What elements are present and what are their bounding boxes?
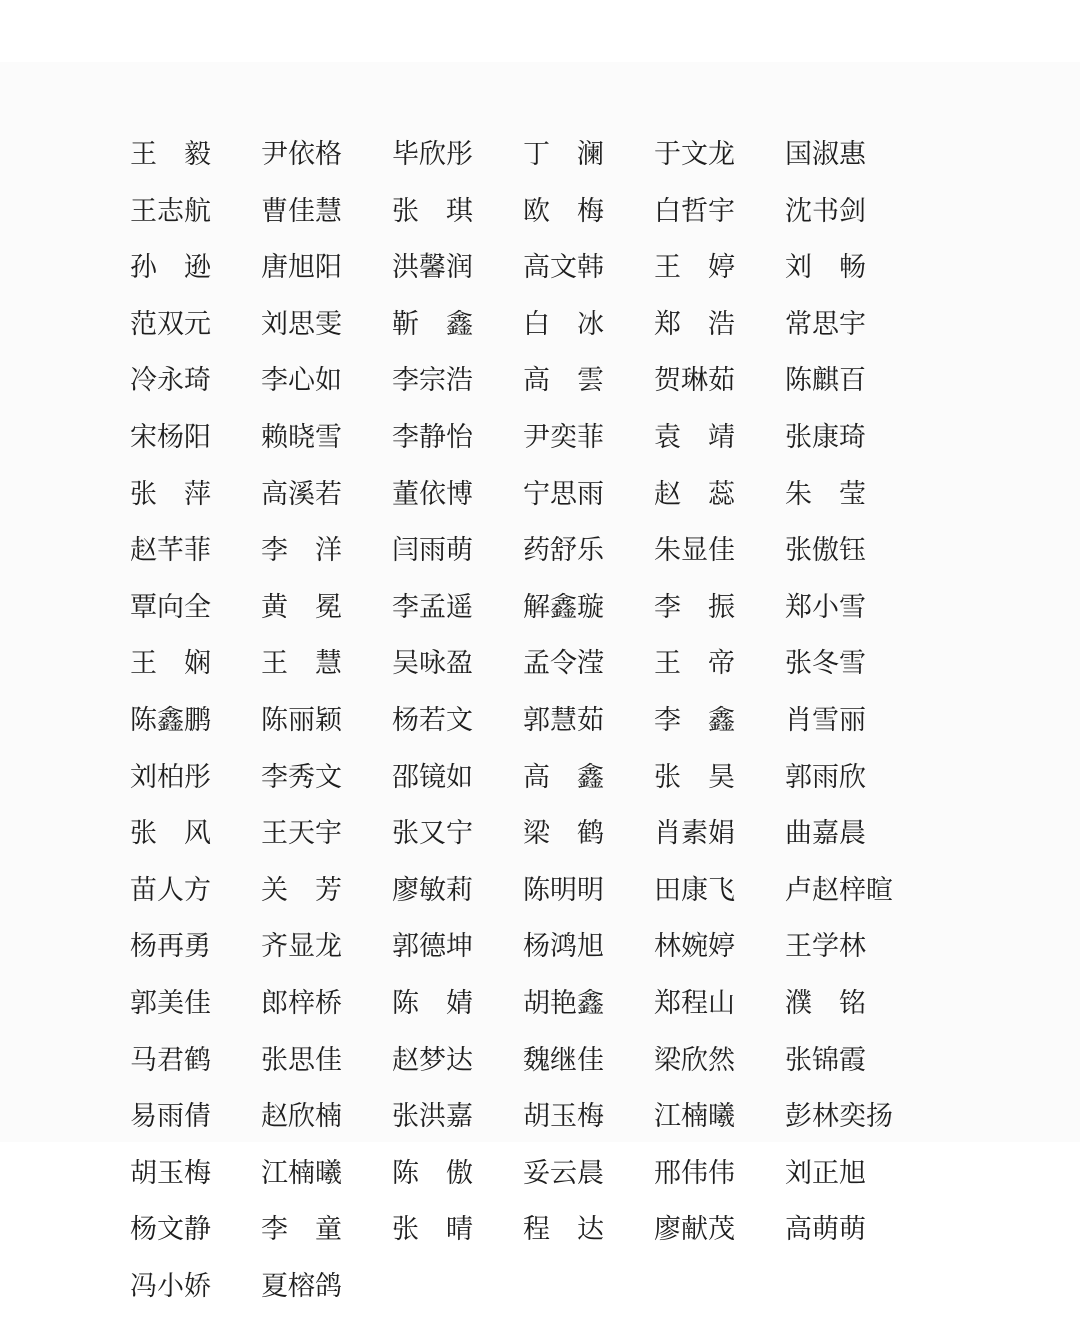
- name-entry: 李 鑫: [654, 704, 735, 736]
- name-row: [130, 1097, 950, 1154]
- name-entry: 张锦霞: [785, 1044, 866, 1076]
- name-entry: 赖晓雪: [261, 421, 342, 453]
- name-row: [130, 814, 950, 871]
- name-row: [130, 192, 950, 249]
- name-entry: 赵梦达: [392, 1044, 473, 1076]
- name-entry: 张 琪: [392, 195, 473, 227]
- name-entry: 毕欣彤: [392, 139, 473, 170]
- name-entry: 魏继佳: [523, 1044, 604, 1076]
- name-entry: 高 鑫: [523, 761, 604, 793]
- name-row: [130, 361, 950, 418]
- name-entry: 卢赵梓暄: [785, 874, 893, 906]
- name-entry: 白哲宇: [654, 195, 735, 227]
- name-entry: 夏榕鸽: [261, 1270, 342, 1302]
- name-entry: 刘思雯: [261, 308, 342, 340]
- name-row: [130, 135, 950, 192]
- name-entry: 陈鑫鹏: [130, 704, 211, 736]
- name-entry: 郭雨欣: [785, 761, 866, 793]
- name-row: [130, 1267, 950, 1323]
- name-entry: 妥云晨: [523, 1157, 604, 1189]
- name-entry: 刘正旭: [785, 1157, 866, 1189]
- name-entry: 郑小雪: [785, 591, 866, 623]
- name-entry: 李 振: [654, 591, 735, 623]
- name-entry: 洪馨润: [392, 252, 473, 284]
- name-entry: 孙 逊: [130, 252, 211, 284]
- name-entry: 陈 婧: [392, 987, 473, 1019]
- name-entry: 范双元: [130, 308, 211, 340]
- name-row: [130, 1210, 950, 1267]
- name-entry: 刘柏彤: [130, 761, 211, 793]
- name-entry: 陈丽颖: [261, 704, 342, 736]
- name-entry: 陈麒百: [785, 365, 866, 397]
- name-entry: 闫雨萌: [392, 535, 473, 567]
- name-entry: 张洪嘉: [392, 1101, 473, 1133]
- name-entry: 国淑惠: [785, 139, 866, 170]
- name-entry: 张冬雪: [785, 648, 866, 680]
- name-entry: 陈 傲: [392, 1157, 473, 1189]
- name-entry: 李宗浩: [392, 365, 473, 397]
- name-entry: 林婉婷: [654, 931, 735, 963]
- name-row: [130, 1041, 950, 1098]
- name-entry: 冷永琦: [130, 365, 211, 397]
- name-entry: 杨再勇: [130, 931, 211, 963]
- name-entry: 尹奕菲: [523, 421, 604, 453]
- name-entry: 曲嘉晨: [785, 818, 866, 850]
- name-entry: 江楠曦: [654, 1101, 735, 1133]
- document-page: [0, 62, 1080, 1302]
- name-entry: 赵欣楠: [261, 1101, 342, 1133]
- name-row: [130, 475, 950, 532]
- name-entry: 黄 冕: [261, 591, 342, 623]
- name-entry: 王 帝: [654, 648, 735, 680]
- name-entry: 杨若文: [392, 704, 473, 736]
- name-entry: 郭慧茹: [523, 704, 604, 736]
- name-entry: 欧 梅: [523, 195, 604, 227]
- name-entry: 田康飞: [654, 874, 735, 906]
- name-entry: 张康琦: [785, 421, 866, 453]
- name-entry: 高萌萌: [785, 1214, 866, 1246]
- name-entry: 董依博: [392, 478, 473, 510]
- name-entry: 覃向全: [130, 591, 211, 623]
- name-entry: 高溪若: [261, 478, 342, 510]
- name-entry: 张傲钰: [785, 535, 866, 567]
- name-entry: 宋杨阳: [130, 421, 211, 453]
- name-entry: 齐显龙: [261, 931, 342, 963]
- name-row: [130, 588, 950, 645]
- name-entry: 张 风: [130, 818, 211, 850]
- name-entry: 赵芊菲: [130, 535, 211, 567]
- name-entry: 李秀文: [261, 761, 342, 793]
- name-entry: 胡玉梅: [523, 1101, 604, 1133]
- name-entry: 李孟遥: [392, 591, 473, 623]
- name-entry: 杨鸿旭: [523, 931, 604, 963]
- name-entry: 白 冰: [523, 308, 604, 340]
- name-entry: 邢伟伟: [654, 1157, 735, 1189]
- name-entry: 张思佳: [261, 1044, 342, 1076]
- name-entry: 程 达: [523, 1214, 604, 1246]
- name-entry: 马君鹤: [130, 1044, 211, 1076]
- name-entry: 陈明明: [523, 874, 604, 906]
- name-entry: 梁 鹤: [523, 818, 604, 850]
- name-entry: 曹佳慧: [261, 195, 342, 227]
- name-entry: 高 雲: [523, 365, 604, 397]
- name-entry: 杨文静: [130, 1214, 211, 1246]
- name-entry: 尹依格: [261, 139, 342, 170]
- name-entry: 吴咏盈: [392, 648, 473, 680]
- name-entry: 朱显佳: [654, 535, 735, 567]
- name-entry: 梁欣然: [654, 1044, 735, 1076]
- name-entry: 孟令滢: [523, 648, 604, 680]
- name-entry: 王 慧: [261, 648, 342, 680]
- name-entry: 宁思雨: [523, 478, 604, 510]
- name-entry: 贺琳茹: [654, 365, 735, 397]
- name-entry: 李心如: [261, 365, 342, 397]
- name-entry: 李 童: [261, 1214, 342, 1246]
- name-entry: 苗人方: [130, 874, 211, 906]
- name-entry: 王 婷: [654, 252, 735, 284]
- name-entry: 濮 铭: [785, 987, 866, 1019]
- name-row: [130, 1154, 950, 1211]
- name-entry: 沈书剑: [785, 195, 866, 227]
- name-entry: 郎梓桥: [261, 987, 342, 1019]
- name-row: [130, 305, 950, 362]
- name-entry: 肖素娟: [654, 818, 735, 850]
- name-entry: 张又宁: [392, 818, 473, 850]
- name-entry: 于文龙: [654, 139, 735, 170]
- name-entry: 李静怡: [392, 421, 473, 453]
- name-entry: 廖献茂: [654, 1214, 735, 1246]
- name-entry: 胡玉梅: [130, 1157, 211, 1189]
- name-entry: 张 晴: [392, 1214, 473, 1246]
- name-entry: 关 芳: [261, 874, 342, 906]
- name-entry: 郑 浩: [654, 308, 735, 340]
- name-entry: 张 萍: [130, 478, 211, 510]
- name-entry: 廖敏莉: [392, 874, 473, 906]
- name-entry: 胡艳鑫: [523, 987, 604, 1019]
- name-row: [130, 248, 950, 305]
- name-row: [130, 871, 950, 928]
- name-entry: 靳 鑫: [392, 308, 473, 340]
- name-entry: 王天宇: [261, 818, 342, 850]
- name-row: [130, 644, 950, 701]
- name-entry: 唐旭阳: [261, 252, 342, 284]
- name-entry: 王 娴: [130, 648, 211, 680]
- name-row: [130, 418, 950, 475]
- name-entry: 彭林奕扬: [785, 1101, 893, 1133]
- name-entry: 郑程山: [654, 987, 735, 1019]
- name-entry: 李 洋: [261, 535, 342, 567]
- name-entry: 肖雪丽: [785, 704, 866, 736]
- name-entry: 丁 澜: [523, 139, 604, 170]
- name-entry: 王 毅: [130, 139, 211, 170]
- name-entry: 王志航: [130, 195, 211, 227]
- name-entry: 药舒乐: [523, 535, 604, 567]
- name-list: [130, 135, 950, 1323]
- name-entry: 赵 蕊: [654, 478, 735, 510]
- name-row: [130, 984, 950, 1041]
- name-entry: 袁 靖: [654, 421, 735, 453]
- name-entry: 郭德坤: [392, 931, 473, 963]
- name-entry: 郭美佳: [130, 987, 211, 1019]
- name-row: [130, 531, 950, 588]
- name-entry: 江楠曦: [261, 1157, 342, 1189]
- name-entry: 常思宇: [785, 308, 866, 340]
- name-entry: 高文韩: [523, 252, 604, 284]
- name-row: [130, 927, 950, 984]
- name-entry: 朱 莹: [785, 478, 866, 510]
- name-entry: 冯小娇: [130, 1270, 211, 1302]
- name-row: [130, 758, 950, 815]
- name-entry: 王学林: [785, 931, 866, 963]
- name-row: [130, 701, 950, 758]
- name-entry: 刘 畅: [785, 252, 866, 284]
- name-entry: 邵镜如: [392, 761, 473, 793]
- name-entry: 易雨倩: [130, 1101, 211, 1133]
- name-entry: 张 昊: [654, 761, 735, 793]
- name-entry: 解鑫璇: [523, 591, 604, 623]
